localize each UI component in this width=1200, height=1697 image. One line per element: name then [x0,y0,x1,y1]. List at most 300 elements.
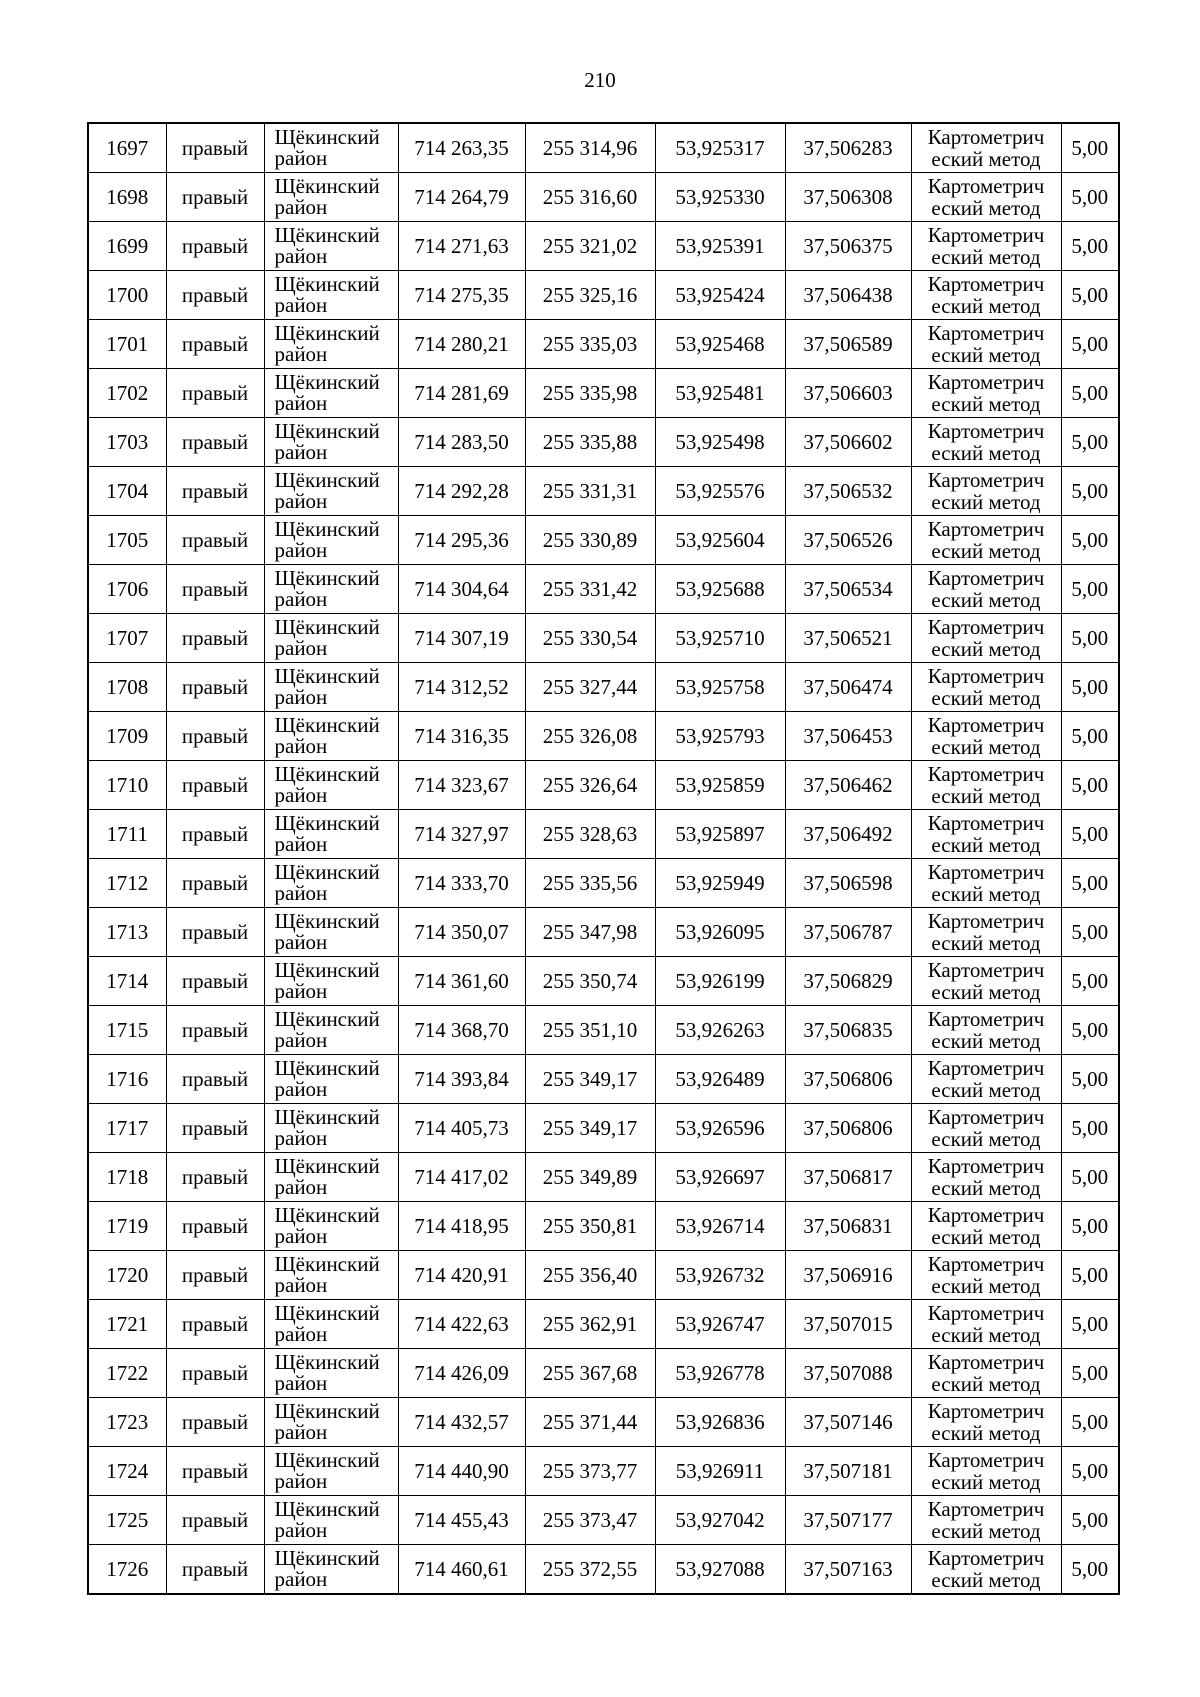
cell-latitude: 53,926911 [655,1447,785,1496]
cell-bank-side: правый [166,1447,264,1496]
cell-y-coordinate: 255 349,89 [525,1153,655,1202]
cell-latitude: 53,926747 [655,1300,785,1349]
cell-longitude: 37,506602 [785,418,911,467]
cell-bank-side: правый [166,418,264,467]
cell-latitude: 53,927088 [655,1545,785,1595]
cell-method-line: Картометрич [927,1007,1045,1031]
cell-district-line: район [274,1420,328,1444]
cell-latitude: 53,926697 [655,1153,785,1202]
cell-district [264,1202,398,1251]
cell-method [911,418,1061,467]
cell-district-line: Щёкинский [274,909,380,933]
cell-district-line: Щёкинский [274,272,380,296]
cell-latitude: 53,926263 [655,1006,785,1055]
cell-method-line: Картометрич [927,1497,1045,1521]
table-row [88,614,1119,663]
cell-method-line: Картометрич [927,762,1045,786]
cell-longitude: 37,506462 [785,761,911,810]
cell-longitude: 37,506817 [785,1153,911,1202]
cell-bank-side: правый [166,1202,264,1251]
cell-district [264,761,398,810]
cell-district-line: район [274,1028,328,1052]
cell-district-line: Щёкинский [274,615,380,639]
cell-y-coordinate: 255 350,74 [525,957,655,1006]
cell-method [911,1447,1061,1496]
cell-method [911,320,1061,369]
table-row [88,1202,1119,1251]
cell-x-coordinate: 714 327,97 [398,810,525,859]
table-row [88,1398,1119,1447]
table-row [88,1251,1119,1300]
cell-point-number: 1717 [88,1104,166,1153]
cell-latitude: 53,925897 [655,810,785,859]
cell-x-coordinate: 714 263,35 [398,123,525,173]
cell-district [264,1398,398,1447]
cell-method-line: Картометрич [927,125,1045,149]
cell-method-line: еский метод [931,882,1041,906]
cell-method [911,173,1061,222]
cell-method-line: еский метод [931,1127,1041,1151]
table-row [88,467,1119,516]
cell-method-line: еский метод [931,392,1041,416]
cell-latitude: 53,925330 [655,173,785,222]
cell-district [264,1300,398,1349]
cell-method-line: Картометрич [927,713,1045,737]
table-row [88,1545,1119,1595]
cell-latitude: 53,925688 [655,565,785,614]
cell-method-line: Картометрич [927,615,1045,639]
cell-longitude: 37,506787 [785,908,911,957]
cell-latitude: 53,927042 [655,1496,785,1545]
cell-point-number: 1720 [88,1251,166,1300]
cell-accuracy: 5,00 [1061,1300,1119,1349]
cell-longitude: 37,506916 [785,1251,911,1300]
cell-x-coordinate: 714 455,43 [398,1496,525,1545]
cell-method-line: еский метод [931,490,1041,514]
cell-longitude: 37,506526 [785,516,911,565]
cell-bank-side: правый [166,810,264,859]
cell-longitude: 37,506829 [785,957,911,1006]
cell-latitude: 53,925758 [655,663,785,712]
cell-x-coordinate: 714 460,61 [398,1545,525,1595]
cell-method-line: еский метод [931,1274,1041,1298]
cell-district [264,1496,398,1545]
cell-bank-side: правый [166,1006,264,1055]
cell-method-line: Картометрич [927,860,1045,884]
cell-method [911,1251,1061,1300]
cell-method-line: еский метод [931,637,1041,661]
cell-point-number: 1722 [88,1349,166,1398]
cell-bank-side: правый [166,663,264,712]
table-row [88,320,1119,369]
cell-district [264,418,398,467]
cell-latitude: 53,925468 [655,320,785,369]
cell-latitude: 53,925391 [655,222,785,271]
cell-y-coordinate: 255 321,02 [525,222,655,271]
cell-district-line: Щёкинский [274,1154,380,1178]
cell-district-line: район [274,881,328,905]
cell-district [264,859,398,908]
cell-district [264,565,398,614]
cell-longitude: 37,506806 [785,1055,911,1104]
cell-method [911,369,1061,418]
table-row [88,1300,1119,1349]
cell-accuracy: 5,00 [1061,1545,1119,1595]
cell-method-line: Картометрич [927,370,1045,394]
cell-x-coordinate: 714 275,35 [398,271,525,320]
cell-district [264,1349,398,1398]
cell-accuracy: 5,00 [1061,271,1119,320]
cell-y-coordinate: 255 349,17 [525,1055,655,1104]
cell-method [911,1496,1061,1545]
cell-y-coordinate: 255 347,98 [525,908,655,957]
cell-bank-side: правый [166,123,264,173]
cell-bank-side: правый [166,516,264,565]
cell-method-line: Картометрич [927,664,1045,688]
cell-method [911,565,1061,614]
cell-method-line: еский метод [931,980,1041,1004]
cell-y-coordinate: 255 328,63 [525,810,655,859]
cell-accuracy: 5,00 [1061,222,1119,271]
cell-method [911,614,1061,663]
cell-district-line: Щёкинский [274,1301,380,1325]
cell-point-number: 1708 [88,663,166,712]
cell-point-number: 1699 [88,222,166,271]
cell-district [264,663,398,712]
cell-longitude: 37,506308 [785,173,911,222]
cell-district [264,957,398,1006]
cell-bank-side: правый [166,1398,264,1447]
cell-point-number: 1714 [88,957,166,1006]
cell-x-coordinate: 714 422,63 [398,1300,525,1349]
cell-method-line: Картометрич [927,1105,1045,1129]
cell-method-line: Картометрич [927,1546,1045,1570]
cell-latitude: 53,925793 [655,712,785,761]
cell-latitude: 53,925949 [655,859,785,908]
cell-district-line: район [274,293,328,317]
cell-method [911,467,1061,516]
cell-point-number: 1701 [88,320,166,369]
cell-bank-side: правый [166,1055,264,1104]
table-row [88,1349,1119,1398]
cell-bank-side: правый [166,565,264,614]
cell-method [911,1153,1061,1202]
cell-method-line: еский метод [931,1568,1041,1592]
cell-method-line: Картометрич [927,1252,1045,1276]
cell-x-coordinate: 714 350,07 [398,908,525,957]
cell-district [264,1055,398,1104]
cell-y-coordinate: 255 335,98 [525,369,655,418]
cell-x-coordinate: 714 426,09 [398,1349,525,1398]
cell-x-coordinate: 714 292,28 [398,467,525,516]
cell-method-line: Картометрич [927,909,1045,933]
cell-method [911,810,1061,859]
cell-district-line: район [274,636,328,660]
cell-method-line: еский метод [931,735,1041,759]
cell-point-number: 1721 [88,1300,166,1349]
cell-district-line: Щёкинский [274,517,380,541]
cell-accuracy: 5,00 [1061,712,1119,761]
cell-point-number: 1710 [88,761,166,810]
cell-accuracy: 5,00 [1061,1496,1119,1545]
table-row [88,1447,1119,1496]
cell-latitude: 53,925481 [655,369,785,418]
cell-district-line: район [274,979,328,1003]
cell-latitude: 53,926489 [655,1055,785,1104]
cell-district-line: Щёкинский [274,1399,380,1423]
cell-district-line: Щёкинский [274,174,380,198]
cell-method [911,663,1061,712]
cell-point-number: 1715 [88,1006,166,1055]
cell-x-coordinate: 714 432,57 [398,1398,525,1447]
cell-longitude: 37,506283 [785,123,911,173]
table-row [88,565,1119,614]
cell-longitude: 37,507015 [785,1300,911,1349]
cell-y-coordinate: 255 362,91 [525,1300,655,1349]
cell-method-line: Картометрич [927,1301,1045,1325]
cell-accuracy: 5,00 [1061,1104,1119,1153]
cell-y-coordinate: 255 373,77 [525,1447,655,1496]
cell-district-line: Щёкинский [274,1105,380,1129]
cell-method-line: еский метод [931,1323,1041,1347]
cell-district-line: район [274,538,328,562]
cell-latitude: 53,925710 [655,614,785,663]
cell-method [911,1300,1061,1349]
cell-y-coordinate: 255 316,60 [525,173,655,222]
cell-point-number: 1712 [88,859,166,908]
table-row [88,712,1119,761]
cell-y-coordinate: 255 335,88 [525,418,655,467]
cell-x-coordinate: 714 333,70 [398,859,525,908]
cell-method-line: еский метод [931,1421,1041,1445]
cell-bank-side: правый [166,271,264,320]
cell-district-line: Щёкинский [274,958,380,982]
table-row [88,222,1119,271]
cell-accuracy: 5,00 [1061,320,1119,369]
cell-accuracy: 5,00 [1061,369,1119,418]
cell-district-line: район [274,195,328,219]
cell-x-coordinate: 714 420,91 [398,1251,525,1300]
cell-district-line: район [274,783,328,807]
cell-bank-side: правый [166,712,264,761]
cell-y-coordinate: 255 314,96 [525,123,655,173]
cell-method-line: Картометрич [927,174,1045,198]
cell-longitude: 37,506492 [785,810,911,859]
cell-method [911,957,1061,1006]
cell-x-coordinate: 714 323,67 [398,761,525,810]
cell-accuracy: 5,00 [1061,663,1119,712]
cell-accuracy: 5,00 [1061,810,1119,859]
cell-method-line: еский метод [931,784,1041,808]
cell-y-coordinate: 255 373,47 [525,1496,655,1545]
cell-bank-side: правый [166,1349,264,1398]
cell-bank-side: правый [166,320,264,369]
cell-district-line: район [274,1126,328,1150]
cell-district [264,712,398,761]
table-row [88,516,1119,565]
cell-longitude: 37,507163 [785,1545,911,1595]
cell-x-coordinate: 714 361,60 [398,957,525,1006]
cell-x-coordinate: 714 283,50 [398,418,525,467]
cell-longitude: 37,506806 [785,1104,911,1153]
cell-longitude: 37,506532 [785,467,911,516]
cell-bank-side: правый [166,614,264,663]
cell-method-line: еский метод [931,1470,1041,1494]
cell-method-line: еский метод [931,343,1041,367]
cell-y-coordinate: 255 372,55 [525,1545,655,1595]
table-row [88,173,1119,222]
table-row [88,1006,1119,1055]
cell-method-line: Картометрич [927,1448,1045,1472]
cell-longitude: 37,506438 [785,271,911,320]
cell-method [911,271,1061,320]
cell-method [911,1055,1061,1104]
cell-longitude: 37,507088 [785,1349,911,1398]
cell-accuracy: 5,00 [1061,123,1119,173]
cell-accuracy: 5,00 [1061,614,1119,663]
cell-district-line: район [274,832,328,856]
cell-method-line: еский метод [931,1176,1041,1200]
cell-district [264,1447,398,1496]
cell-district-line: Щёкинский [274,762,380,786]
cell-district-line: Щёкинский [274,1056,380,1080]
cell-latitude: 53,926778 [655,1349,785,1398]
cell-district-line: Щёкинский [274,1448,380,1472]
cell-point-number: 1726 [88,1545,166,1595]
cell-point-number: 1702 [88,369,166,418]
table-row [88,663,1119,712]
cell-method-line: еский метод [931,147,1041,171]
cell-district [264,1251,398,1300]
table-row [88,271,1119,320]
cell-point-number: 1718 [88,1153,166,1202]
cell-method [911,222,1061,271]
cell-district-line: Щёкинский [274,1350,380,1374]
cell-method-line: Картометрич [927,958,1045,982]
table-row [88,1153,1119,1202]
cell-longitude: 37,506474 [785,663,911,712]
cell-x-coordinate: 714 368,70 [398,1006,525,1055]
cell-district-line: район [274,1077,328,1101]
table-row [88,1496,1119,1545]
cell-bank-side: правый [166,369,264,418]
cell-district [264,222,398,271]
cell-method [911,761,1061,810]
cell-method-line: еский метод [931,588,1041,612]
cell-method-line: Картометрич [927,1203,1045,1227]
cell-longitude: 37,506589 [785,320,911,369]
cell-y-coordinate: 255 349,17 [525,1104,655,1153]
cell-bank-side: правый [166,1251,264,1300]
cell-point-number: 1725 [88,1496,166,1545]
cell-district-line: Щёкинский [274,1007,380,1031]
cell-y-coordinate: 255 326,08 [525,712,655,761]
cell-method-line: еский метод [931,441,1041,465]
cell-x-coordinate: 714 280,21 [398,320,525,369]
cell-district-line: район [274,1322,328,1346]
cell-y-coordinate: 255 335,56 [525,859,655,908]
cell-accuracy: 5,00 [1061,761,1119,810]
cell-district-line: район [274,930,328,954]
cell-method-line: еский метод [931,833,1041,857]
cell-district-line: Щёкинский [274,1546,380,1570]
cell-latitude: 53,926732 [655,1251,785,1300]
cell-method [911,1104,1061,1153]
cell-y-coordinate: 255 326,64 [525,761,655,810]
cell-longitude: 37,506375 [785,222,911,271]
cell-longitude: 37,506831 [785,1202,911,1251]
cell-district [264,173,398,222]
cell-y-coordinate: 255 325,16 [525,271,655,320]
cell-district [264,1006,398,1055]
cell-x-coordinate: 714 312,52 [398,663,525,712]
cell-bank-side: правый [166,957,264,1006]
cell-district-line: район [274,685,328,709]
cell-district-line: район [274,342,328,366]
cell-point-number: 1700 [88,271,166,320]
cell-point-number: 1705 [88,516,166,565]
cell-district-line: Щёкинский [274,1203,380,1227]
cell-accuracy: 5,00 [1061,859,1119,908]
table-row [88,1055,1119,1104]
cell-point-number: 1724 [88,1447,166,1496]
cell-accuracy: 5,00 [1061,173,1119,222]
cell-district [264,908,398,957]
cell-x-coordinate: 714 418,95 [398,1202,525,1251]
cell-method-line: еский метод [931,245,1041,269]
cell-bank-side: правый [166,1153,264,1202]
cell-longitude: 37,506521 [785,614,911,663]
cell-accuracy: 5,00 [1061,418,1119,467]
cell-latitude: 53,926836 [655,1398,785,1447]
cell-latitude: 53,925859 [655,761,785,810]
cell-accuracy: 5,00 [1061,565,1119,614]
cell-accuracy: 5,00 [1061,908,1119,957]
cell-district [264,1104,398,1153]
cell-district-line: район [274,1469,328,1493]
cell-district-line: район [274,489,328,513]
cell-method-line: Картометрич [927,223,1045,247]
cell-longitude: 37,507146 [785,1398,911,1447]
cell-method-line: Картометрич [927,1399,1045,1423]
coordinates-table [87,122,1120,1595]
cell-y-coordinate: 255 327,44 [525,663,655,712]
cell-method [911,1006,1061,1055]
cell-bank-side: правый [166,859,264,908]
cell-accuracy: 5,00 [1061,1251,1119,1300]
cell-district-line: район [274,1273,328,1297]
cell-bank-side: правый [166,173,264,222]
cell-y-coordinate: 255 335,03 [525,320,655,369]
cell-method-line: еский метод [931,1225,1041,1249]
cell-accuracy: 5,00 [1061,1006,1119,1055]
cell-point-number: 1719 [88,1202,166,1251]
cell-district-line: район [274,146,328,170]
cell-method [911,1398,1061,1447]
cell-longitude: 37,507177 [785,1496,911,1545]
table-body [88,123,1119,1594]
table-row [88,123,1119,173]
cell-point-number: 1713 [88,908,166,957]
cell-bank-side: правый [166,1300,264,1349]
cell-district-line: Щёкинский [274,664,380,688]
cell-district-line: Щёкинский [274,321,380,345]
cell-method-line: еский метод [931,294,1041,318]
table-row [88,418,1119,467]
cell-point-number: 1697 [88,123,166,173]
table-row [88,908,1119,957]
cell-x-coordinate: 714 295,36 [398,516,525,565]
